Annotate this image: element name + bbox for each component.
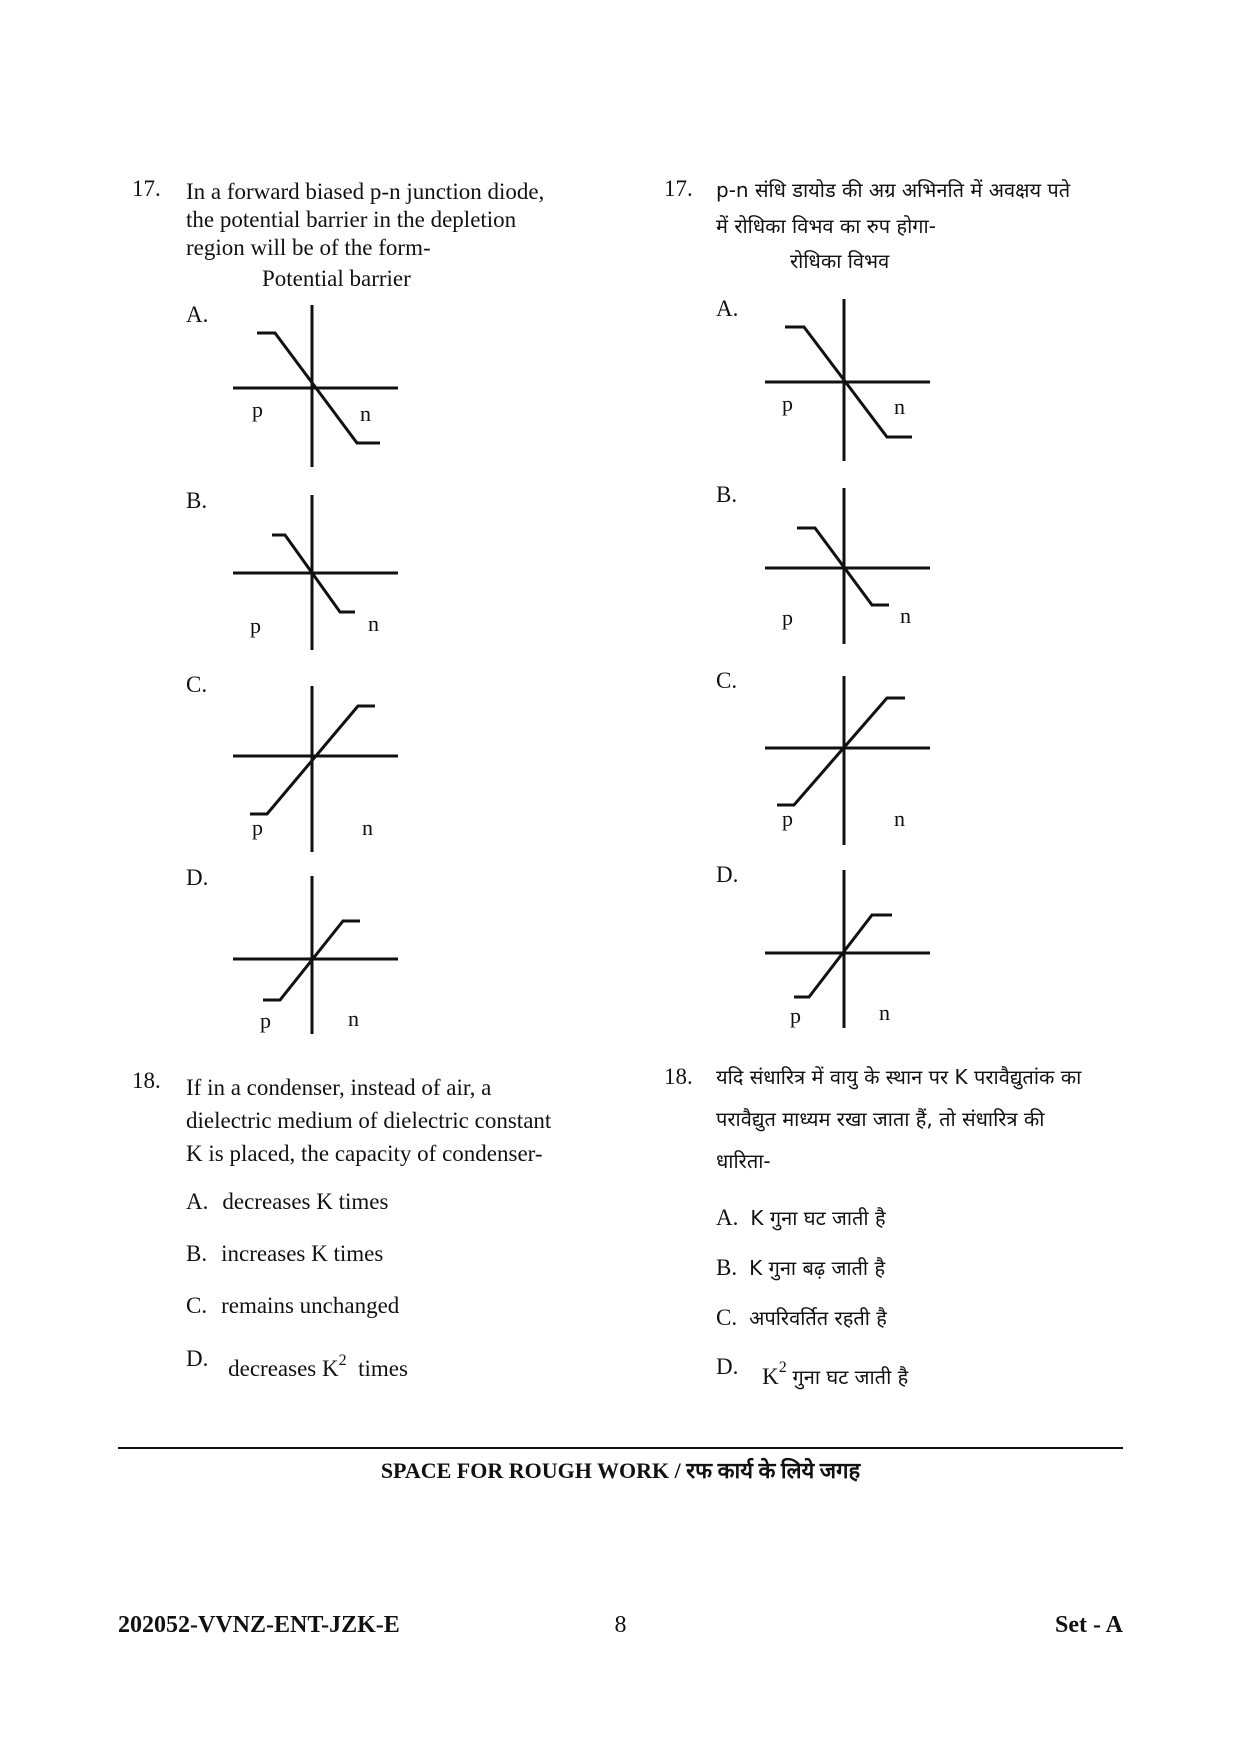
q17-hi-line2: में रोधिका विभव का रुप होगा-	[716, 214, 936, 238]
option-letter: B.	[716, 1255, 738, 1280]
q17-hi-line1: p-n संधि डायोड की अग्र अभिनति में अवक्षय पते	[716, 178, 1071, 202]
set-label: Set - A	[1055, 1612, 1123, 1638]
q18-hi-line1: यदि संधारित्र में वायु के स्थान पर K परावैद्युतांक का	[716, 1065, 1082, 1089]
q17-en-graph-b	[230, 495, 405, 655]
option-text: decreases $K^2$ times	[228, 1352, 408, 1381]
option-letter: D.	[716, 1354, 739, 1379]
n-label: n	[348, 1006, 359, 1031]
q18-hi-line3: धारिता-	[716, 1149, 771, 1173]
n-label: n	[368, 611, 379, 636]
q18-en-line2: dielectric medium of dielectric constant	[186, 1108, 552, 1133]
n-label: n	[894, 806, 905, 831]
q17-en-text	[186, 178, 544, 262]
paper-code: 202052-VVNZ-ENT-JZK-E	[118, 1612, 400, 1638]
q17-en-graph-a	[230, 305, 405, 470]
q17-hi-option-b: B.	[716, 482, 738, 507]
option-text: decreases K times	[222, 1189, 389, 1214]
p-label: p	[790, 1003, 801, 1028]
potential-curve	[777, 698, 905, 805]
q18-en-option-d	[186, 1346, 408, 1381]
page-number: 8	[614, 1612, 627, 1638]
option-letter: C.	[716, 1305, 738, 1330]
p-label: p	[252, 397, 263, 422]
p-label: p	[252, 815, 263, 840]
n-label: n	[900, 603, 911, 628]
q17-hi-option-d: D.	[716, 862, 739, 887]
p-label: p	[250, 613, 261, 638]
q18-en-line1: If in a condenser, instead of air, a	[186, 1075, 492, 1100]
rough-work-divider	[118, 1447, 1123, 1449]
q18-hi-line2: परावैद्युत माध्यम रखा जाता हैं, तो संधारित्र की	[716, 1107, 1045, 1131]
q17-en-line2: the potential barrier in the depletion	[186, 207, 517, 232]
n-label: n	[879, 1000, 890, 1025]
p-label: p	[260, 1008, 271, 1033]
q18-en-line3: K is placed, the capacity of condenser-	[186, 1141, 543, 1166]
option-text: remains unchanged	[221, 1293, 400, 1318]
p-label: p	[782, 806, 793, 831]
q17-hi-graph-b	[762, 488, 937, 648]
option-letter: D.	[186, 1346, 209, 1371]
q17-hi-subtitle: रोधिका विभव	[790, 249, 890, 273]
option-letter: A.	[716, 1205, 739, 1230]
q18-hi-option-c	[716, 1304, 887, 1331]
q18-en-number: 18.	[132, 1068, 161, 1093]
p-label: p	[782, 605, 793, 630]
q17-en-graph-d	[230, 876, 405, 1036]
q18-hi-option-a	[716, 1204, 886, 1231]
q17-en-line3: region will be of the form-	[186, 235, 431, 260]
q17-hi-option-a: A.	[716, 296, 739, 321]
q17-hi-graph-a	[762, 299, 937, 464]
q17-en-option-a: A.	[186, 302, 209, 327]
q18-hi-option-d	[716, 1353, 909, 1389]
q17-hi-option-c: C.	[716, 668, 738, 693]
option-letter: B.	[186, 1241, 208, 1266]
n-label: n	[894, 394, 905, 419]
q18-hi-text	[716, 1056, 1081, 1182]
q18-en-option-a	[186, 1189, 388, 1215]
q17-en-graph-c	[230, 686, 405, 854]
option-text: increases K times	[221, 1241, 384, 1266]
q18-en-option-b	[186, 1241, 383, 1267]
q17-en-option-c: C.	[186, 672, 208, 697]
q17-hi-graph-c	[762, 676, 937, 846]
q17-hi-number: 17.	[664, 176, 693, 201]
q17-en-number: 17.	[132, 176, 161, 201]
q18-en-option-c	[186, 1293, 399, 1319]
n-label: n	[360, 401, 371, 426]
option-text: K गुना घट जाती है	[750, 1206, 886, 1230]
q18-hi-number: 18.	[664, 1064, 693, 1089]
option-text: K गुना बढ़ जाती है	[749, 1256, 886, 1280]
q17-en-option-d: D.	[186, 865, 209, 890]
q18-en-text	[186, 1071, 551, 1170]
n-label: n	[362, 815, 373, 840]
q17-hi-text	[716, 172, 1070, 244]
q17-en-option-b: B.	[186, 488, 208, 513]
p-label: p	[782, 391, 793, 416]
option-text: $K^2$ गुना घट जाती है	[762, 1359, 909, 1389]
q17-en-line1: In a forward biased p-n junction diode,	[186, 179, 545, 204]
option-letter: A.	[186, 1189, 209, 1214]
q17-hi-graph-d	[762, 870, 937, 1030]
rough-work-heading: SPACE FOR ROUGH WORK / रफ कार्य के लिये जगह	[380, 1458, 861, 1483]
q17-en-subtitle: Potential barrier	[262, 266, 411, 291]
q18-hi-option-b	[716, 1254, 885, 1281]
option-text: अपरिवर्तित रहती है	[749, 1306, 887, 1330]
option-letter: C.	[186, 1293, 208, 1318]
